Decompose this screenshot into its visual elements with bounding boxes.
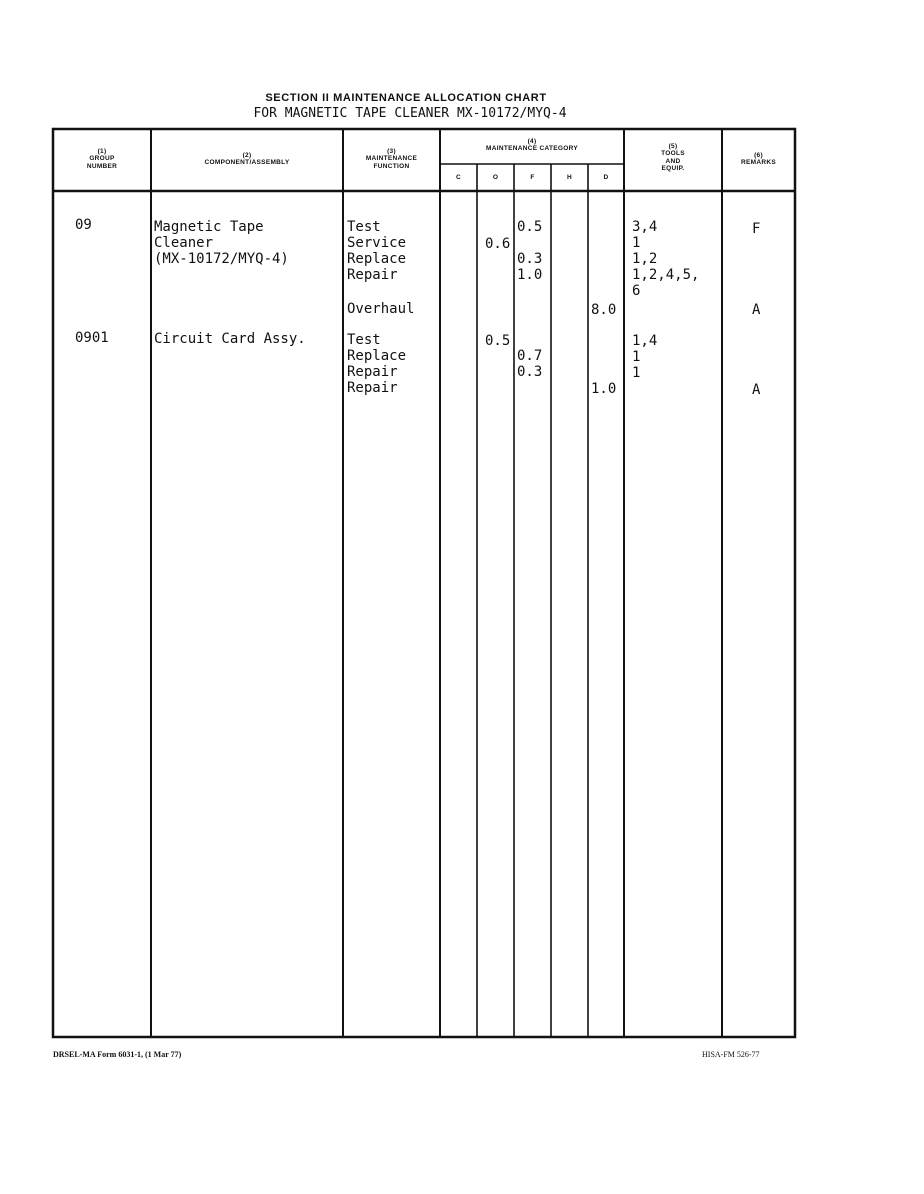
d-time-overhaul: 8.0: [591, 302, 617, 318]
header-category-f: F: [530, 174, 535, 181]
group-number-09: 09: [75, 217, 92, 233]
functions-magnetic-tape-cleaner: Test Service Replace Repair: [347, 219, 407, 283]
header-tools-equipment: (5) TOOLS AND EQUIP.: [661, 143, 685, 173]
header-component-assembly: (2) COMPONENT/ASSEMBLY: [204, 152, 290, 167]
header-maintenance-category: (4) MAINTENANCE CATEGORY: [486, 138, 578, 153]
component-magnetic-tape-cleaner: Magnetic Tape Cleaner (MX-10172/MYQ-4): [154, 219, 289, 267]
header-maintenance-function: (3) MAINTENANCE FUNCTION: [365, 148, 418, 170]
function-overhaul: Overhaul: [347, 301, 415, 317]
header-group-number: (1) GROUP NUMBER: [86, 148, 118, 170]
group-number-0901: 0901: [75, 330, 109, 346]
f-times-circuit-card: 0.7 0.3: [517, 348, 543, 380]
form-number: DRSEL-MA Form 6031-1, (1 Mar 77): [53, 1050, 182, 1059]
chart-subtitle: FOR MAGNETIC TAPE CLEANER MX-10172/MYQ-4: [253, 106, 567, 121]
remarks-f: F: [752, 221, 761, 237]
header-category-h: H: [567, 174, 572, 181]
remarks-a-repair: A: [752, 382, 761, 398]
remarks-a-overhaul: A: [752, 302, 761, 318]
o-time-test: 0.5: [485, 333, 511, 349]
f-times-magnetic-tape-cleaner: 0.5 0.3 1.0: [517, 219, 543, 283]
header-category-o: O: [492, 174, 499, 181]
print-code: HISA-FM 526-77: [702, 1050, 760, 1059]
tools-magnetic-tape-cleaner: 3,4 1 1,2 1,2,4,5, 6: [632, 219, 700, 299]
o-time-service: 0.6: [485, 236, 511, 252]
header-category-d: D: [603, 174, 609, 181]
functions-circuit-card-assy: Test Replace Repair Repair: [347, 332, 407, 396]
tools-circuit-card: 1,4 1 1: [632, 333, 658, 381]
header-remarks: (6) REMARKS: [741, 152, 776, 167]
header-category-c: C: [456, 174, 461, 181]
d-time-repair: 1.0: [591, 381, 617, 397]
chart-section-title: SECTION II MAINTENANCE ALLOCATION CHART: [265, 92, 547, 104]
component-circuit-card-assy: Circuit Card Assy.: [154, 331, 306, 347]
